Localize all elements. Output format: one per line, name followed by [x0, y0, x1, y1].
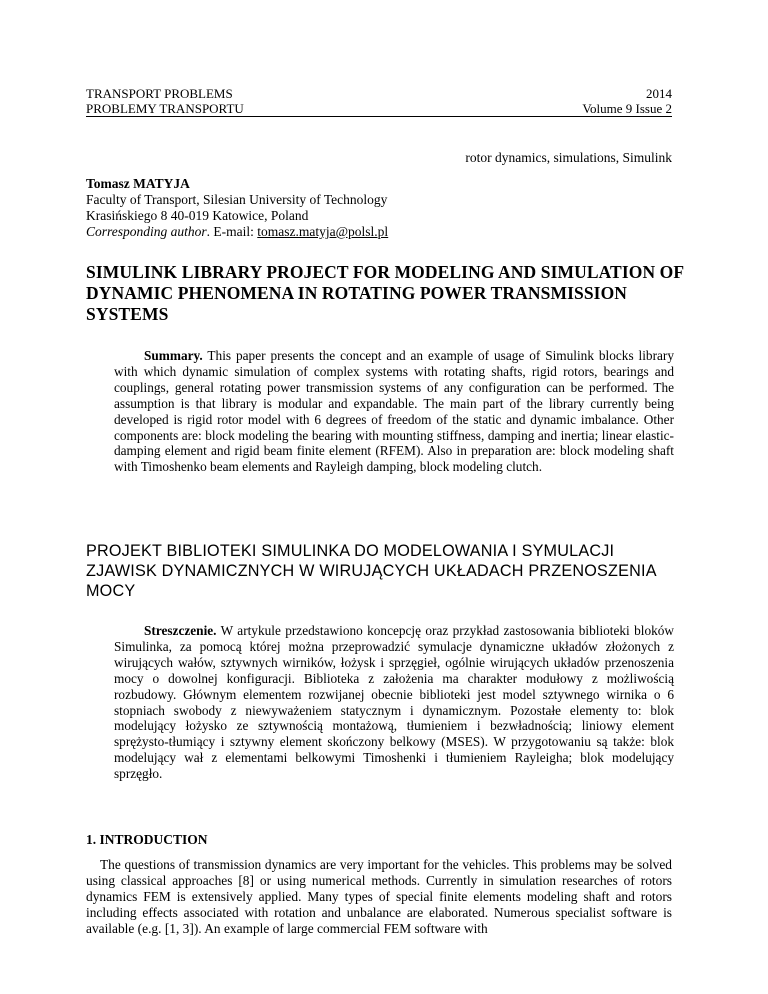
paper-title-en: SIMULINK LIBRARY PROJECT FOR MODELING AND SIMULATION OF DYNAMIC PHENOMENA IN ROTATING POWER TRANSMISSION SYSTEMS — [86, 262, 684, 324]
journal-year: 2014 — [646, 86, 672, 101]
running-header — [86, 86, 672, 117]
abstract-en — [114, 348, 674, 475]
abstract-en-label: Summary. — [144, 348, 203, 363]
keywords: rotor dynamics, simulations, Simulink — [465, 150, 672, 165]
author-address: Krasińskiego 8 40-019 Katowice, Poland — [86, 208, 309, 223]
journal-title-en: TRANSPORT PROBLEMS — [86, 86, 233, 101]
journal-title-pl: PROBLEMY TRANSPORTU — [86, 101, 244, 116]
issue-info — [582, 86, 672, 116]
email-prefix: . E-mail: — [206, 224, 258, 239]
introduction-text: The questions of transmission dynamics are very important for the vehicles. This problems may be solved using classical approaches [8] or using numerical methods. Currently in simulation researches of rotors dynamics FEM is extensively applied. Many types of special finite elements modeling shaft and rotors including effects associated with rotation and unbalance are elaborated. Numerous specialist software is available (e.g. [1, 3]). An example of large commercial FEM software with — [86, 857, 672, 936]
author-block — [86, 176, 388, 240]
section-heading-introduction: 1. INTRODUCTION — [86, 832, 208, 847]
abstract-pl — [114, 623, 674, 782]
journal-volume: Volume 9 Issue 2 — [582, 101, 672, 116]
author-name: Tomasz MATYJA — [86, 176, 190, 191]
corresponding-label: Corresponding author — [86, 224, 207, 239]
abstract-pl-text: W artykule przedstawiono koncepcję oraz przykład zastosowania biblioteki bloków Simulinka, za pomocą której można przeprowadzić symulacje dynamiczne układów złożonych z wirujących wałów, sztywnych wirników, łożysk i sprzęgieł, ogólnie wirujących układów przenoszenia mocy o dowolnej konfiguracji. Biblioteka z założenia ma charakter modułowy z możliwością rozbudowy. Głównym elementem rozwijanej obecnie biblioteki jest model sztywnego wirnika o 6 stopniach swobody z niewyważeniem statycznym i dynamicznym. Pozostałe elementy to: blok modelujący łożysko ze sztywnością montażową, tłumieniem i bezwładnością; liniowy element sprężysto-tłumiący i sztywny element skończony belkowy (MSES). W przygotowaniu są także: blok modelujący wał z elementami belkowymi Timoshenki i tłumieniem Rayleigha; blok modelujący sprzęgło. — [114, 623, 674, 782]
author-email-link[interactable]: tomasz.matyja@polsl.pl — [257, 224, 389, 239]
abstract-pl-label: Streszczenie. — [144, 623, 217, 638]
author-affiliation: Faculty of Transport, Silesian University of Technology — [86, 192, 388, 207]
abstract-en-text: This paper presents the concept and an example of usage of Simulink blocks library with which dynamic simulation of complex systems with rotating shafts, rigid rotors, bearings and couplings, general rotating power transmission systems of any configuration can be performed. The assumption is that library is modular and expandable. The main part of the library currently being developed is rigid rotor model with 6 degrees of freedom of the static and dynamic imbalance. Other components are: block modeling the bearing with mounting stiffness, damping and inertia; linear elastic-damping element and rigid beam finite element (RFEM). Also in preparation are: block modeling shaft with Timoshenko beam elements and Rayleigh damping, block modeling clutch. — [114, 348, 674, 475]
journal-names — [86, 86, 244, 116]
corresponding-line — [86, 224, 388, 240]
paper-title-pl: PROJEKT BIBLIOTEKI SIMULINKA DO MODELOWANIA I SYMULACJI ZJAWISK DYNAMICZNYCH W WIRUJĄCYCH UKŁADACH PRZENOSZENIA MOCY — [86, 542, 656, 600]
